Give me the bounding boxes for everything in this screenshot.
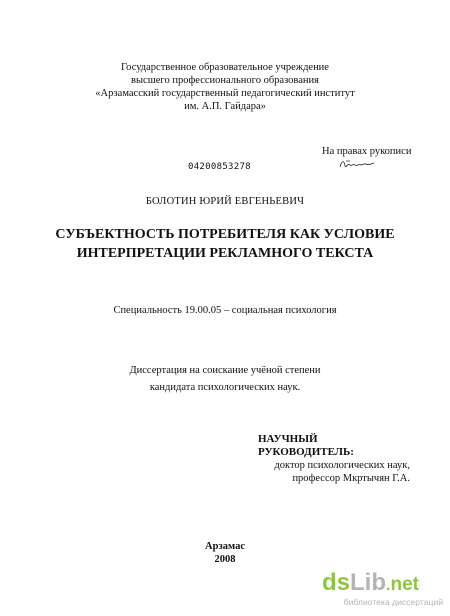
author-name: БОЛОТИН ЮРИЙ ЕВГЕНЬЕВИЧ xyxy=(145,196,305,207)
degree-line: Диссертация на соискание учёной степени xyxy=(129,365,321,376)
institution-block xyxy=(60,61,390,113)
svg-text:dsLib.net: dsLib.net xyxy=(322,569,419,596)
institution-line: Государственное образовательное учреждение xyxy=(121,62,329,73)
city-year-block xyxy=(0,540,450,566)
degree-line: кандидата психологических наук. xyxy=(149,382,301,393)
dissertation-title xyxy=(40,225,410,263)
supervisor-name: профессор Мкртычян Г.А. xyxy=(292,473,410,484)
institution-line: высшего профессионального образования xyxy=(131,75,319,86)
city: Арзамас xyxy=(204,541,245,552)
year: 2008 xyxy=(214,554,236,565)
degree-block xyxy=(0,362,450,396)
supervisor-block xyxy=(240,433,410,485)
supervisor-label: НАУЧНЫЙ РУКОВОДИТЕЛЬ: xyxy=(258,433,354,458)
handwritten-signature xyxy=(338,157,376,171)
registration-number: 04200853278 xyxy=(188,162,251,172)
supervisor-degree: доктор психологических наук, xyxy=(274,460,410,471)
institution-line: им. А.П. Гайдара» xyxy=(184,101,266,112)
institution-name: «Арзамасский государственный педагогический институт xyxy=(95,88,355,99)
dslib-watermark xyxy=(318,566,443,612)
rights-note: На правах рукописи xyxy=(322,146,412,157)
watermark-caption: библиотека диссертаций xyxy=(343,597,443,607)
title-line: ИНТЕРПРЕТАЦИИ РЕКЛАМНОГО ТЕКСТА xyxy=(76,246,374,261)
title-line: СУБЪЕКТНОСТЬ ПОТРЕБИТЕЛЯ КАК УСЛОВИЕ xyxy=(55,227,395,242)
dslib-logo xyxy=(318,566,443,596)
specialty-line: Специальность 19.00.05 – социальная психология xyxy=(113,305,337,316)
